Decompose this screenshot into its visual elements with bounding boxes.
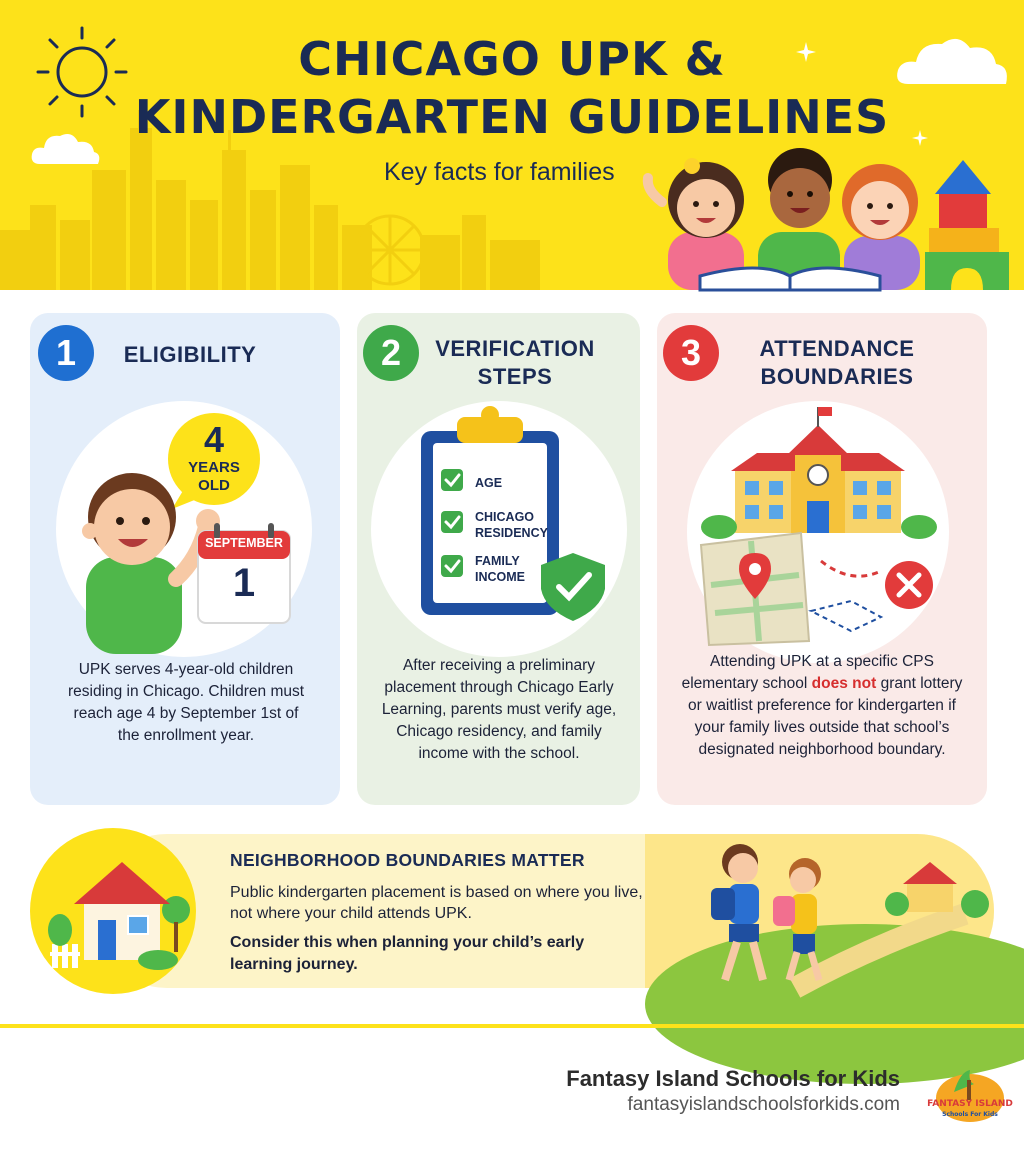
eligibility-card [30, 313, 340, 805]
brand-name: Fantasy Island Schools for Kids [566, 1066, 900, 1091]
description-part2: grant lottery or waitlist preference for kindergarten if your family lives outside that school’s designated neighborhood boundary. [688, 675, 963, 758]
age-badge [174, 421, 254, 495]
title-line-1: CHICAGO UPK & [298, 32, 726, 86]
card-title-line1: ATTENDANCE [759, 336, 915, 361]
card-title-line2: STEPS [477, 364, 553, 389]
header-banner [0, 0, 1024, 290]
banner-scene [645, 834, 994, 988]
house-circle [30, 828, 196, 994]
card-title-line1: VERIFICATION [435, 336, 595, 361]
page-title [0, 30, 1024, 146]
step-number-badge: 2 [363, 325, 419, 381]
card-title-line2: BOUNDARIES [760, 364, 914, 389]
card-title [737, 335, 937, 391]
calendar-day: 1 [232, 561, 256, 605]
card-title: ELIGIBILITY [123, 342, 257, 367]
banner-text-bold: Consider this when planning your child’s early learning journey. [230, 934, 585, 973]
description-part1: Attending UPK at a specific CPS elementary school [681, 653, 934, 692]
banner-text: Public kindergarten placement is based on where you live, not where your child attends UPK. [230, 884, 643, 922]
school-map-icon [691, 405, 951, 645]
step-number-badge: 3 [663, 325, 719, 381]
children-reading-book-icon [640, 140, 930, 290]
age-badge-number: 4 [203, 419, 225, 460]
checklist-item-residency: CHICAGO RESIDENCY [475, 510, 548, 540]
children-walking-to-school-icon [645, 834, 994, 988]
neighborhood-banner [30, 828, 994, 994]
house-icon [48, 852, 188, 972]
brand-url[interactable]: fantasyislandschoolsforkids.com [627, 1094, 900, 1115]
attendance-boundaries-card [657, 313, 987, 805]
verification-steps-card [357, 313, 640, 805]
brand-block [566, 1066, 900, 1116]
card-description: After receiving a preliminary placement through Chicago Early Learning, parents must verify age, Chicago residency, and family income with the school. [381, 657, 617, 762]
age-badge-line2: OLD [198, 477, 230, 494]
footer-divider [0, 1024, 1024, 1028]
checklist-item-income: FAMILY INCOME [475, 554, 525, 584]
title-line-2: KINDERGARTEN GUIDELINES [134, 90, 890, 144]
page-subtitle: Key facts for families [384, 158, 615, 186]
toy-blocks-icon [925, 160, 1015, 290]
card-description [675, 651, 969, 761]
age-badge-line1: YEARS [188, 459, 240, 476]
step-number-badge: 1 [38, 325, 94, 381]
calendar-month: SEPTEMBER [205, 536, 283, 550]
description-emphasis: does not [811, 675, 877, 692]
fantasy-island-logo-icon [927, 1062, 1013, 1124]
banner-title: NEIGHBORHOOD BOUNDARIES MATTER [230, 850, 585, 870]
checklist-item-age: AGE [475, 476, 503, 490]
card-title [425, 335, 605, 391]
logo-text-line1: FANTASY ISLAND [927, 1099, 1013, 1109]
card-description: UPK serves 4-year-old children residing in Chicago. Children must reach age 4 by September 1st of the enrollment year. [67, 661, 305, 744]
logo-text-line2: Schools For Kids [942, 1111, 998, 1118]
